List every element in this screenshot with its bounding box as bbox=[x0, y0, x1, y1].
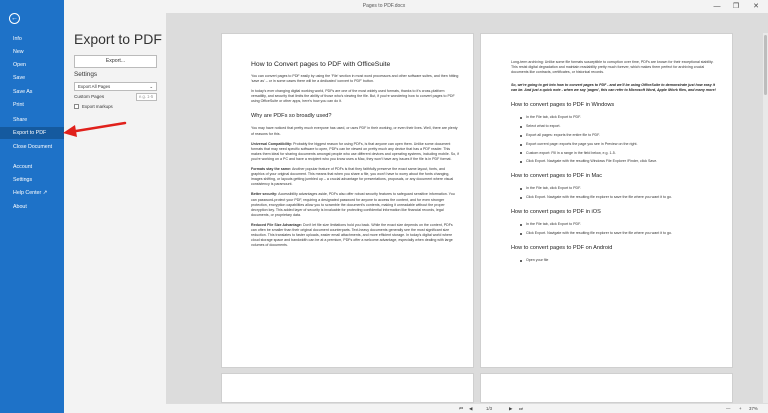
preview-status-bar bbox=[166, 403, 768, 413]
export-markups-label: Export markups bbox=[82, 104, 113, 109]
sidebar-item-print[interactable]: Print bbox=[13, 102, 24, 108]
sidebar-item-open[interactable]: Open bbox=[13, 62, 26, 68]
back-arrow-icon[interactable]: ← bbox=[11, 15, 18, 22]
sidebar-item-export-to-pdf[interactable]: Export to PDF bbox=[0, 127, 64, 139]
preview-page-2 bbox=[480, 33, 733, 368]
page2-para-intro: So, we're going to get into how to convert pages to PDF - and we'll be using OfficeSuite to demonstrate just how easy it can be. And just a quick note - when we say 'pages', this can refer to Microsoft Word, Apple iWork files, and many more! bbox=[511, 83, 716, 93]
list-item: Select what to export. bbox=[520, 124, 719, 129]
list-item: Open your file bbox=[520, 258, 719, 263]
window-title: Pages to PDF.docx bbox=[362, 3, 406, 9]
list-item: Click Export. Navigate with the resulting file explorer to save the file where you want it to go. bbox=[520, 231, 719, 236]
sidebar-item-close-document[interactable]: Close Document bbox=[13, 144, 53, 150]
chevron-down-icon: ⌄ bbox=[149, 84, 153, 89]
list-item: Export current page: exports the page you see in Preview on the right. bbox=[520, 142, 719, 147]
export-range-value: Export All Pages bbox=[78, 84, 111, 89]
minimize-button[interactable]: — bbox=[713, 3, 721, 10]
mac-steps-list bbox=[520, 186, 719, 200]
backstage-sidebar bbox=[0, 0, 64, 413]
first-page-button[interactable]: ⏮ bbox=[459, 406, 463, 411]
page1-para-filesize bbox=[251, 223, 459, 248]
sidebar-item-save[interactable]: Save bbox=[13, 75, 26, 81]
sidebar-item-new[interactable]: New bbox=[13, 49, 24, 55]
page1-title: How to Convert pages to PDF with OfficeSuite bbox=[251, 61, 391, 68]
export-markups-checkbox[interactable] bbox=[74, 104, 79, 109]
list-item: Custom export: Fill in a range in the field below, e.g. 1-5. bbox=[520, 151, 719, 156]
export-panel bbox=[64, 13, 166, 413]
previous-page-button[interactable]: ◀ bbox=[469, 406, 473, 411]
page2-heading-windows: How to convert pages to PDF in Windows bbox=[511, 102, 615, 109]
preview-page-4 bbox=[480, 373, 733, 403]
android-steps-list bbox=[520, 258, 719, 263]
settings-heading: Settings bbox=[74, 71, 98, 78]
page1-security-text: Accessibility advantages aside, PDFs also offer robust security features to safeguard sensitive information. You can password-protect your PDF, requiring a designated password for anyone to access the content, and for even stronger protection, encryption capabilities allow you to scramble the document's contents, making it unreadable without the proper decryption key. This added layer of security is invaluable for protecting confidential information like financial records, legal documents, or proprietary data. bbox=[251, 192, 455, 217]
list-item: Click Export. Navigate with the resulting file explorer to save the file where you want it to go. bbox=[520, 195, 719, 200]
page1-filesize-title: Reduced File Size Advantage: bbox=[251, 222, 302, 227]
zoom-level: 37% bbox=[749, 406, 758, 411]
page1-para-formats bbox=[251, 167, 459, 187]
page1-para-1: You can convert pages to PDF easily by using the 'File' section in most word processors and other software suites, and then hitting 'save as' – or in some cases there will be a dedicated 'convert to PDF' button. bbox=[251, 74, 459, 84]
preview-page-3 bbox=[221, 373, 474, 403]
sidebar-item-save-as[interactable]: Save As bbox=[13, 89, 33, 95]
close-window-button[interactable]: ✕ bbox=[753, 3, 759, 10]
page1-para-2: In today's ever changing digital working world, PDFs are one of the most widely used formats, thanks to it's cross-platform versatility, and security that limits the ability of those who's viewing the file. But, if you're wondering how to convert pages to PDF using OfficeSuite or other apps, here's how you can do it. bbox=[251, 89, 455, 104]
zoom-out-button[interactable]: — bbox=[726, 406, 731, 411]
sidebar-item-account[interactable]: Account bbox=[13, 164, 33, 170]
list-item: In the File tab, click Export to PDF. bbox=[520, 115, 719, 120]
zoom-in-button[interactable]: + bbox=[739, 406, 742, 411]
sidebar-item-about[interactable]: About bbox=[13, 204, 27, 210]
page1-formats-text: Another popular feature of PDFs is that they faithfully preserve the exact same layout, fonts, and graphics of your original document. This means that when you share a file, you won't have to worry about the fonts changing, images shifting, or layouts getting jumbled up – a crucial advantage for presentations, proposals, or any document where visual consistency is paramount. bbox=[251, 167, 454, 187]
ios-steps-list bbox=[520, 222, 719, 236]
title-bar bbox=[0, 0, 768, 13]
page1-compat-title: Universal Compatibility: bbox=[251, 141, 293, 146]
windows-steps-list bbox=[520, 115, 719, 164]
page2-heading-ios: How to convert pages to PDF in iOS bbox=[511, 209, 601, 216]
custom-pages-label: Custom Pages bbox=[74, 94, 105, 99]
custom-pages-input[interactable]: e.g. 1-5 bbox=[136, 93, 157, 101]
page1-para-security bbox=[251, 192, 459, 217]
sidebar-item-info[interactable]: Info bbox=[13, 36, 22, 42]
list-item: Export all pages: exports the entire file to PDF. bbox=[520, 133, 719, 138]
page1-security-title: Better security: bbox=[251, 192, 278, 197]
pdf-preview-area[interactable] bbox=[166, 13, 768, 413]
next-page-button[interactable]: ▶ bbox=[509, 406, 513, 411]
list-item: In the File tab, click Export to PDF. bbox=[520, 222, 719, 227]
page1-heading-why: Why are PDFs so broadly used? bbox=[251, 113, 332, 120]
sidebar-item-share[interactable]: Share bbox=[13, 117, 28, 123]
last-page-button[interactable]: ⏭ bbox=[519, 406, 523, 411]
preview-scrollbar-thumb[interactable] bbox=[764, 35, 767, 95]
panel-title: Export to PDF bbox=[74, 31, 162, 47]
list-item: In the File tab, click Export to PDF. bbox=[520, 186, 719, 191]
sidebar-item-settings[interactable]: Settings bbox=[13, 177, 33, 183]
page1-filesize-text: Don't let file size limitations hold you back. While the exact size depends on the content, PDFs can often be smaller than their original document counterparts. Text-heavy documents generally see the most significant size reduction. This translates to faster uploads, easier email attachments, and more efficient storage. In today's digital world where cloud storage space and bandwidth can be at a premium, PDFs offer a welcome advantage, especially when dealing with large volumes of documents. bbox=[251, 222, 453, 248]
page2-heading-android: How to convert pages to PDF on Android bbox=[511, 245, 613, 252]
sidebar-item-help-center[interactable]: Help Center ↗ bbox=[13, 190, 48, 196]
page1-compat-text: Probably the biggest reason for using PDFs, is that anyone can open them. Unlike some document formats that may need specific software to open, PDFs can be viewed on pretty much any device that has a PDF reader. This makes them ideal for sharing documents amongst people who use different devices and operating systems, including mobile. So, if you're working on a PC and have a recipient who you know uses a Mac, they won't have any issues if the file is in PDF format. bbox=[251, 141, 459, 161]
restore-button[interactable]: ❐ bbox=[732, 3, 740, 10]
page2-para-archiving: Long-term archiving: Unlike some file formats susceptible to corruption over time, PDFs are known for their exceptional stability. This resist digital degradation and maintain readability pretty much forever, which makes them perfect for archiving crucial documents like contracts, certificates, or historical records. bbox=[511, 60, 714, 75]
export-button[interactable]: Export... bbox=[74, 55, 157, 68]
page1-para-3: You may have noticed that pretty much everyone has used, or uses PDF in their working, or even their lives. Well, there are plenty of reasons for this. bbox=[251, 126, 458, 136]
page1-para-compat bbox=[251, 142, 459, 162]
list-item: Click Export. Navigate with the resulting Windows File Explorer /Finder, click Save. bbox=[520, 159, 719, 164]
preview-page-1 bbox=[221, 33, 474, 368]
page2-heading-mac: How to convert pages to PDF in Mac bbox=[511, 173, 603, 180]
export-range-select[interactable] bbox=[74, 82, 157, 91]
page-indicator: 1/3 bbox=[486, 406, 493, 411]
page1-formats-title: Formats stay the same: bbox=[251, 167, 292, 172]
